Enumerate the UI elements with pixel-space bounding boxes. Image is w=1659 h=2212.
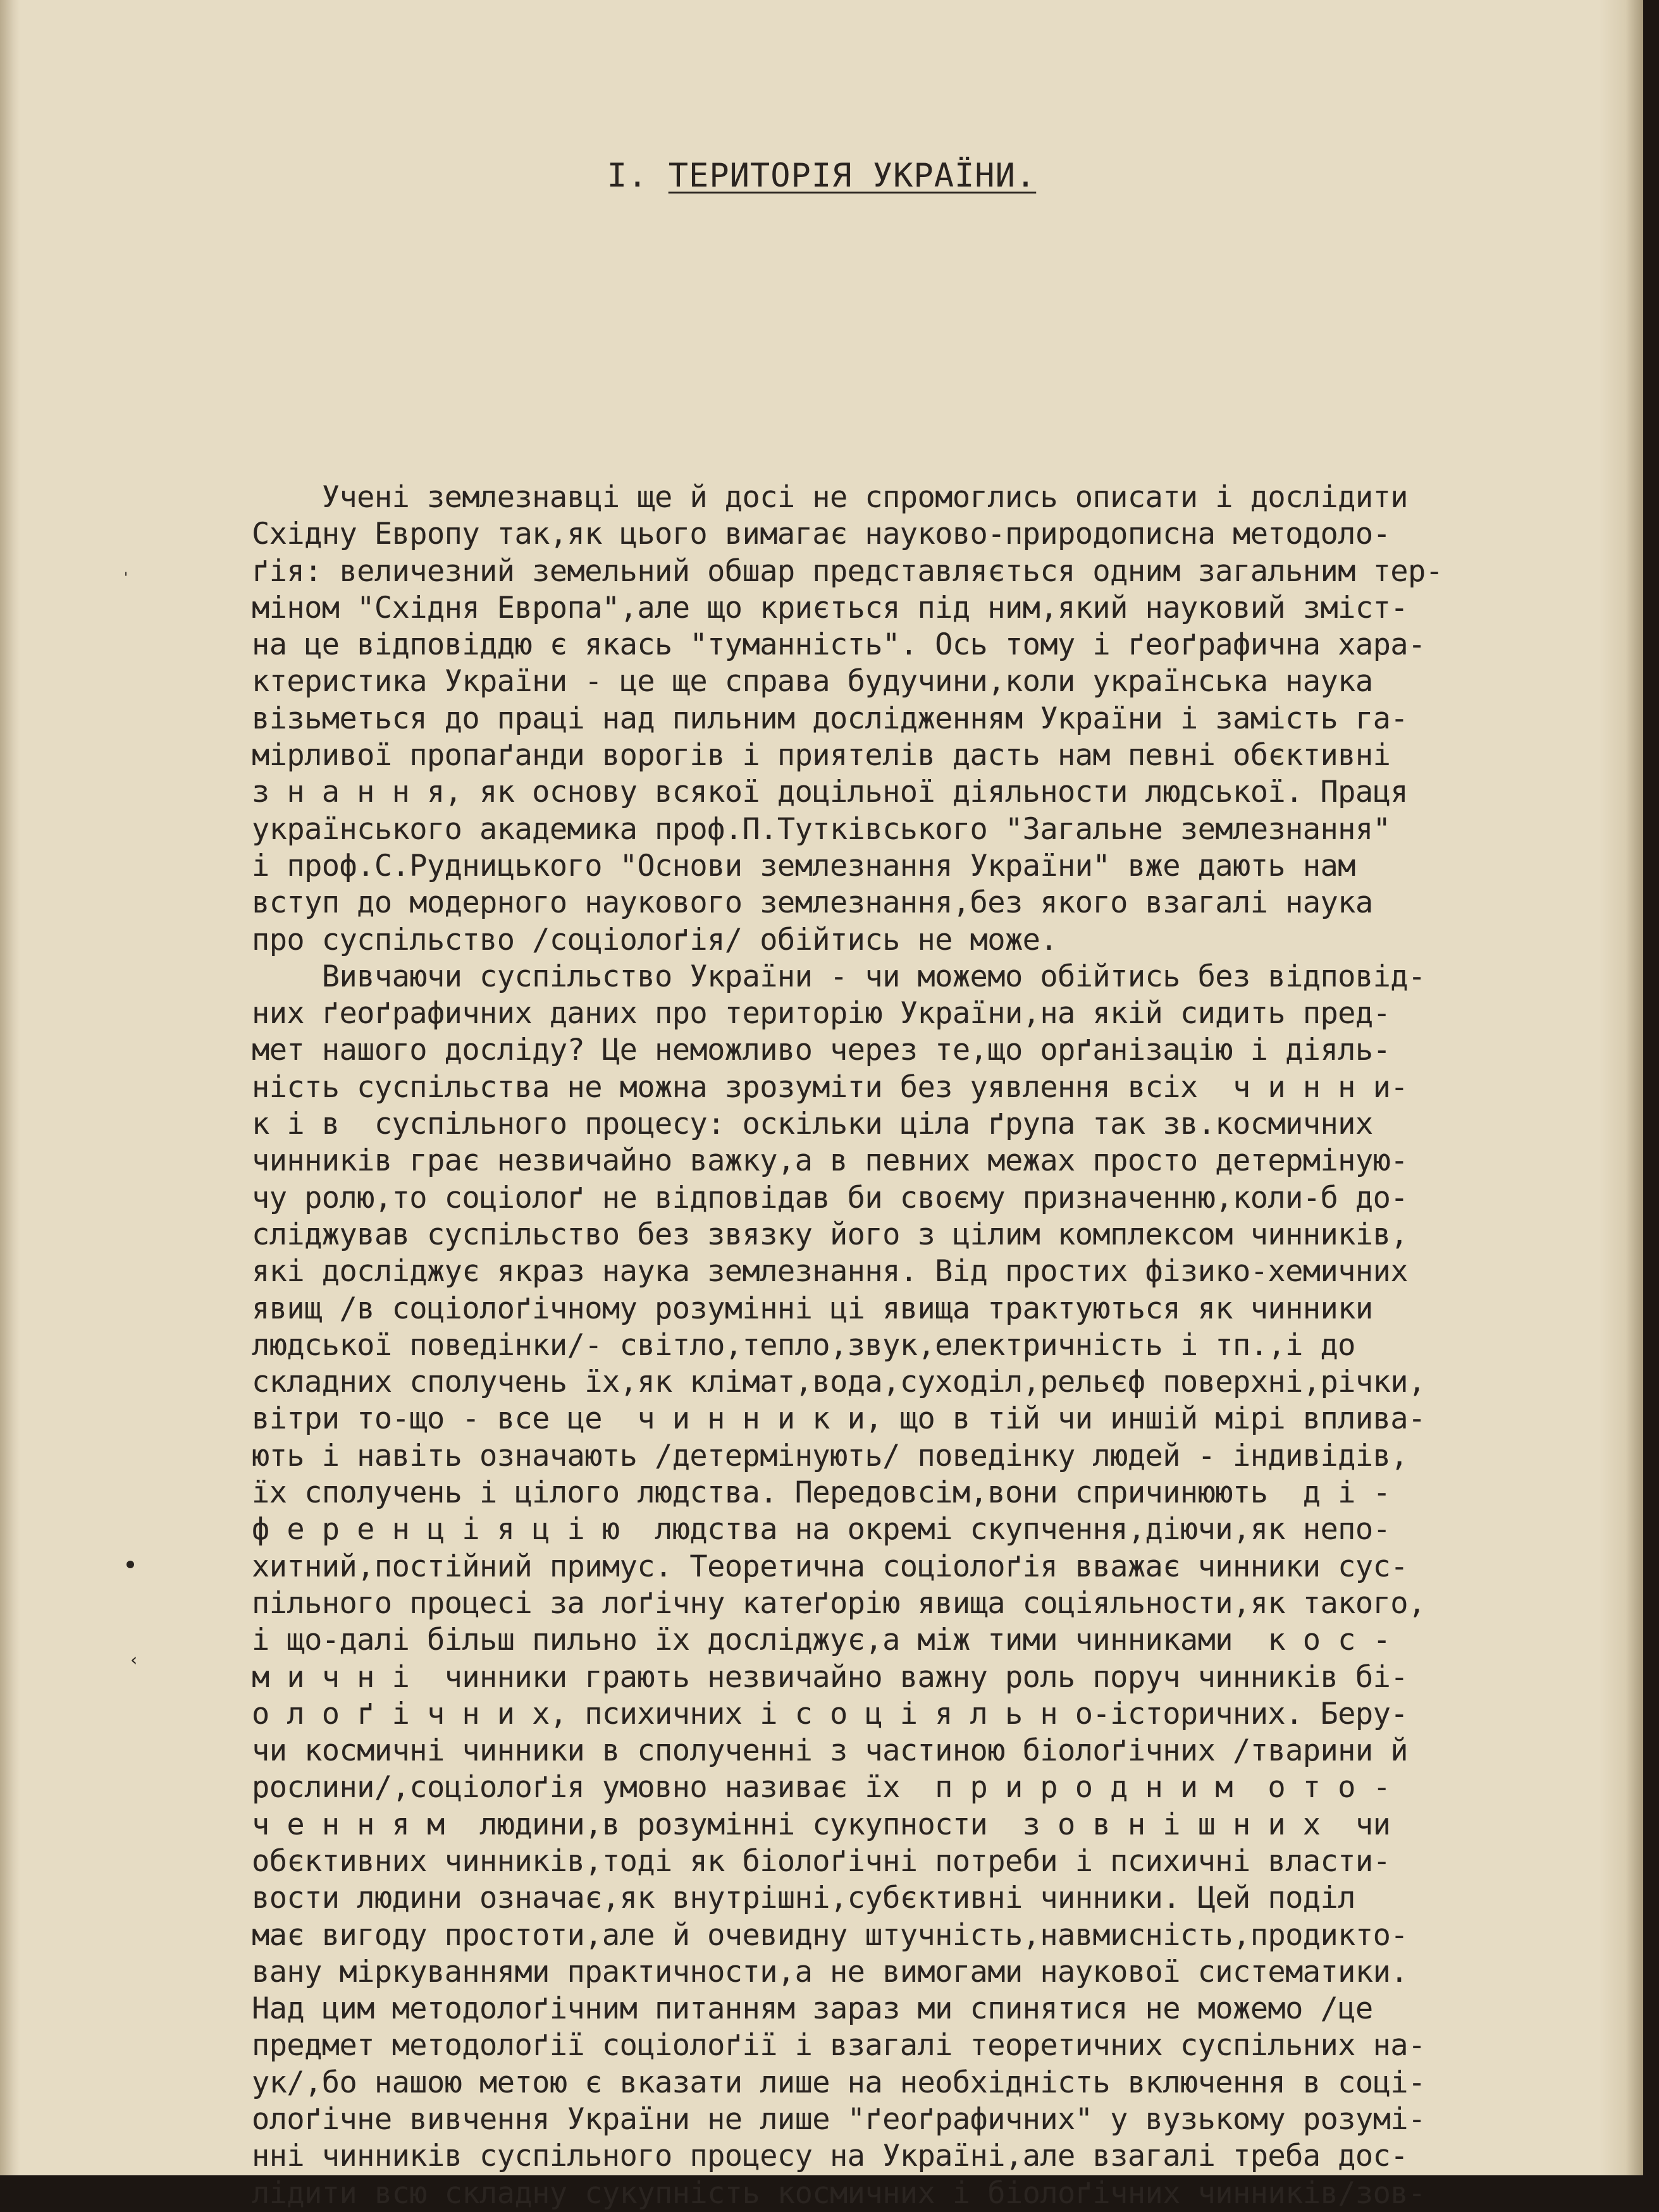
margin-dot-mark bbox=[126, 1561, 134, 1568]
section-heading bbox=[0, 157, 1643, 195]
text-line: ук/,бо нашою метою є вказати лише на необхідність включення в соці- bbox=[252, 2065, 1426, 2100]
text-line: Над цим методолоґічним питанням зараз ми спинятися не можемо /це bbox=[252, 1991, 1373, 2027]
margin-tick-mark: ‹ bbox=[130, 1649, 138, 1670]
text-line: ють і навіть означають /детермінують/ поведінку людей - індивідів, bbox=[252, 1438, 1408, 1473]
text-line: про суспільство /соціолоґія/ обійтись не може. bbox=[252, 922, 1058, 957]
text-line: і проф.С.Рудницького "Основи землезнання України" вже дають нам bbox=[252, 848, 1355, 883]
text-line: хитний,постійний примус. Теоретична соціолоґія вважає чинники сус- bbox=[252, 1549, 1408, 1584]
page-right-edge bbox=[1599, 0, 1643, 2175]
text-line: ф е р е н ц і я ц і ю людства на окремі скупчення,діючи,як непо- bbox=[252, 1512, 1391, 1547]
text-line: ґія: величезний земельний обшар представляється одним загальним тер- bbox=[252, 553, 1443, 589]
text-line: і що-далі більш пильно їх досліджує,а між тими чинниками к о с - bbox=[252, 1623, 1391, 1658]
text-line: м и ч н і чинники грають незвичайно важну роль поруч чинників бі- bbox=[252, 1659, 1408, 1695]
text-line: вости людини означає,як внутрішні,субєктивні чинники. Цей поділ bbox=[252, 1881, 1355, 1916]
text-line: пільного процесі за лоґічну катеґорію явища соціяльности,як такого, bbox=[252, 1585, 1426, 1621]
text-line: людської поведінки/- світло,тепло,звук,електричність і тп.,і до bbox=[252, 1327, 1355, 1363]
text-line: чинників грає незвичайно важку,а в певних межах просто детерміную- bbox=[252, 1143, 1408, 1179]
text-line: них ґеоґрафичних даних про територію України,на якій сидить пред- bbox=[252, 996, 1391, 1031]
text-line: ч е н н я м людини,в розумінні сукупности з о в н і ш н и х чи bbox=[252, 1807, 1391, 1842]
section-number: I. bbox=[607, 157, 648, 195]
text-line: обєктивних чинників,тоді як біолоґічні потреби і психичні власти- bbox=[252, 1843, 1391, 1879]
text-line: предмет методолоґії соціолоґії і взагалі теоретичних суспільних на- bbox=[252, 2028, 1426, 2063]
body-text bbox=[252, 479, 1567, 2212]
text-line: вітри то-що - все це ч и н н и к и, що в тій чи иншій мірі вплива- bbox=[252, 1401, 1426, 1437]
text-line: ктеристика України - це ще справа будучини,коли українська наука bbox=[252, 664, 1373, 699]
text-line: вступ до модерного наукового землезнання,без якого взагалі наука bbox=[252, 885, 1373, 921]
text-line: ність суспільства не можна зрозуміти без уявлення всіх ч и н н и- bbox=[252, 1069, 1408, 1105]
text-line: нні чинників суспільного процесу на Україні,але взагалі треба дос- bbox=[252, 2139, 1408, 2174]
text-line: мірливої пропаґанди ворогів і приятелів дасть нам певні обєктивні bbox=[252, 738, 1391, 773]
text-line: візьметься до праці над пильним дослідженням України і замість га- bbox=[252, 701, 1408, 736]
text-line: на це відповіддю є якась "туманність". Ось тому і ґеоґрафична хара- bbox=[252, 627, 1426, 663]
text-line: к і в суспільного процесу: оскільки ціла ґрупа так зв.космичних bbox=[252, 1107, 1373, 1142]
text-line: вану міркуваннями практичности,а не вимогами наукової систематики. bbox=[252, 1954, 1408, 1989]
text-line: Учені землезнавці ще й досі не спромоглись описати і дослідити bbox=[252, 480, 1408, 515]
text-line: о л о ґ і ч н и х, психичних і с о ц і я л ь н о-історичних. Беру- bbox=[252, 1696, 1408, 1731]
text-line: чи космичні чинники в сполученні з частиною біолоґічних /тварини й bbox=[252, 1733, 1408, 1769]
text-line: Східну Европу так,як цього вимагає науково-природописна методоло- bbox=[252, 517, 1391, 552]
text-line: рослини/,соціолоґія умовно називає їх п р и р о д н и м о т о - bbox=[252, 1770, 1391, 1805]
text-line: складних сполучень їх,як клімат,вода,суходіл,рельєф поверхні,річки, bbox=[252, 1365, 1426, 1400]
text-line: мет нашого досліду? Це неможливо через те,що орґанізацію і діяль- bbox=[252, 1033, 1391, 1068]
text-line: міном "Східня Европа",але що криється під ним,який науковий зміст- bbox=[252, 590, 1408, 625]
text-line: з н а н н я, як основу всякої доцільної діяльности людської. Праця bbox=[252, 775, 1408, 810]
text-line: лідити всю складну сукупність космичних і біолоґічних чинників/зов- bbox=[252, 2175, 1426, 2211]
text-line: які досліджує якраз наука землезнання. Від простих фізико-хемичних bbox=[252, 1254, 1408, 1289]
text-line: чу ролю,то соціолоґ не відповідав би своєму призначенню,коли-б до- bbox=[252, 1180, 1408, 1215]
text-line: їх сполучень і цілого людства. Передовсім,вони спричинюють д і - bbox=[252, 1475, 1391, 1511]
margin-tick-mark: ' bbox=[124, 570, 128, 586]
text-line: має вигоду простоти,але й очевидну штучність,навмисність,продикто- bbox=[252, 1917, 1408, 1953]
text-line: олоґічне вивчення України не лише "ґеоґрафичних" у вузькому розумі- bbox=[252, 2102, 1426, 2137]
page-left-edge bbox=[0, 0, 20, 2175]
text-line: явищ /в соціолоґічному розумінні ці явища трактуються як чинники bbox=[252, 1291, 1373, 1326]
text-line: сліджував суспільство без звязку його з цілим комплексом чинників, bbox=[252, 1217, 1408, 1252]
text-line: Вивчаючи суспільство України - чи можемо обійтись без відповід- bbox=[252, 959, 1426, 994]
section-title: ТЕРИТОРІЯ УКРАЇНИ. bbox=[668, 157, 1037, 195]
text-line: українського академика проф.П.Тутківського "Загальне землезнання" bbox=[252, 811, 1391, 847]
